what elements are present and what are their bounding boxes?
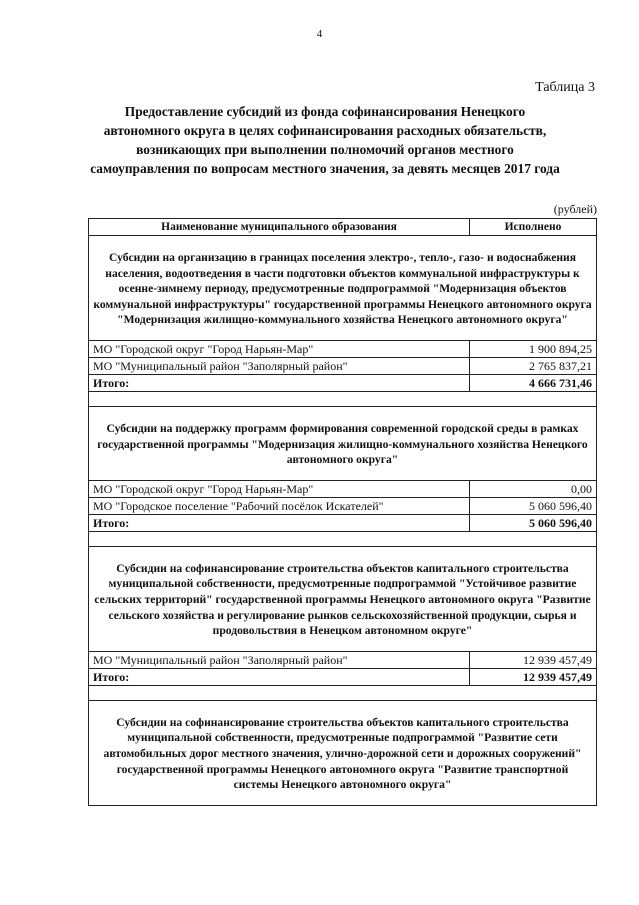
section-title: Субсидии на софинансирование строительства объектов капитального строительства муниципальной собственности, предусмотренные подпрограммой "Развитие сети автомобильных дорог местного значения, улично-дорожной сети и дорожных сооружений" государственной программы Ненецкого автономного округа "Развитие транспортной системы Ненецкого автономного округа" [89, 700, 597, 805]
spacer-row [89, 531, 597, 546]
total-amount: 4 666 731,46 [470, 374, 597, 391]
document-title: Предоставление субсидий из фонда софинансирования Ненецкого автономного округа в целях софинансирования расходных обязательств, возникающих при выполнении полномочий органов местного самоуправления по вопросам местного значения, за девять месяцев 2017 года [90, 104, 560, 176]
total-label: Итого: [89, 514, 470, 531]
total-row [89, 374, 597, 391]
table-label: Таблица 3 [535, 80, 595, 95]
section-header [89, 700, 597, 805]
total-label: Итого: [89, 374, 470, 391]
header-name: Наименование муниципального образования [89, 219, 470, 236]
total-row [89, 668, 597, 685]
table-row [89, 497, 597, 514]
amount: 5 060 596,40 [470, 497, 597, 514]
section-header [89, 546, 597, 651]
table-header-row [89, 219, 597, 236]
table-row [89, 357, 597, 374]
municipality-name: МО "Городской округ "Город Нарьян-Мар" [89, 480, 470, 497]
municipality-name: МО "Муниципальный район "Заполярный район" [89, 651, 470, 668]
table-row [89, 480, 597, 497]
total-amount: 12 939 457,49 [470, 668, 597, 685]
subsidies-table [88, 218, 597, 806]
municipality-name: МО "Городское поселение "Рабочий посёлок Искателей" [89, 497, 470, 514]
page-number: 4 [316, 28, 323, 40]
section-title: Субсидии на поддержку программ формирования современной городской среды в рамках государственной программы "Модернизация жилищно-коммунального хозяйства Ненецкого автономного округа" [89, 406, 597, 480]
amount: 12 939 457,49 [470, 651, 597, 668]
total-amount: 5 060 596,40 [470, 514, 597, 531]
municipality-name: МО "Городской округ "Город Нарьян-Мар" [89, 340, 470, 357]
spacer-row [89, 391, 597, 406]
table-row [89, 340, 597, 357]
amount: 2 765 837,21 [470, 357, 597, 374]
section-header [89, 406, 597, 480]
total-row [89, 514, 597, 531]
header-executed: Исполнено [470, 219, 597, 236]
amount: 0,00 [470, 480, 597, 497]
section-title: Субсидии на софинансирование строительства объектов капитального строительства муниципальной собственности, предусмотренные подпрограммой "Устойчивое развитие сельских территорий" государственной программы Ненецкого автономного округа "Развитие сельского хозяйства и регулирование рынков сельскохозяйственной продукции, сырья и продовольствия в Ненецком автономном округе" [89, 546, 597, 651]
unit-label: (рублей) [553, 202, 597, 216]
total-label: Итого: [89, 668, 470, 685]
table-row [89, 651, 597, 668]
spacer-row [89, 685, 597, 700]
amount: 1 900 894,25 [470, 340, 597, 357]
municipality-name: МО "Муниципальный район "Заполярный район" [89, 357, 470, 374]
section-header [89, 236, 597, 341]
section-title: Субсидии на организацию в границах поселения электро-, тепло-, газо- и водоснабжения населения, водоотведения в части подготовки объектов коммунальной инфраструктуры к осенне-зимнему периоду, предусмотренные подпрограммой "Модернизация объектов коммунальной инфраструктуры" государственной программы Ненецкого автономного округа "Модернизация жилищно-коммунального хозяйства Ненецкого автономного округа" [89, 236, 597, 341]
